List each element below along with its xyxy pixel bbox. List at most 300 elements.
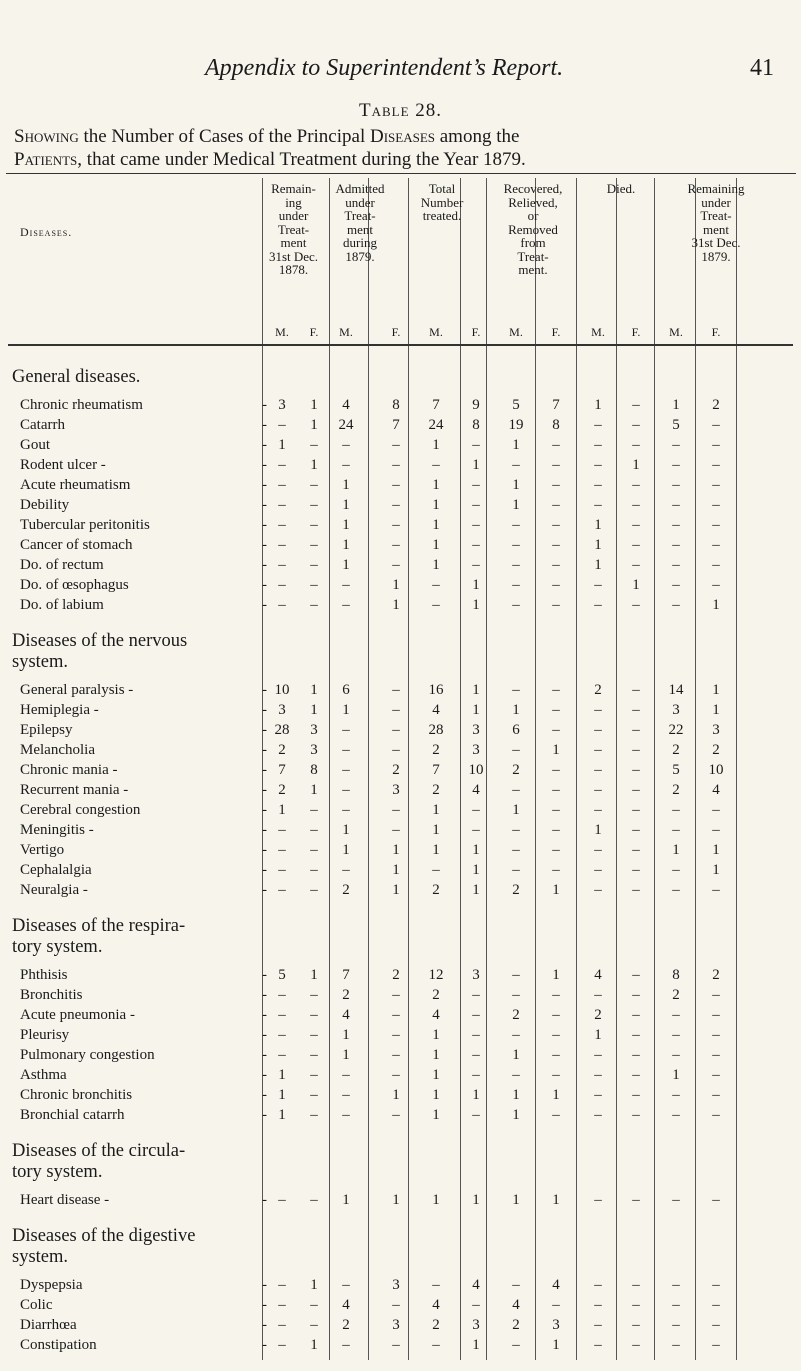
cell-value: – [552,782,560,798]
cell-value: – [342,1337,350,1353]
cell-value: 7 [278,762,286,778]
disease-name: Cancer of stomach [20,537,133,553]
cell-value: – [712,987,720,1003]
leader-dash: - [262,882,267,898]
cell-value: – [712,1317,720,1333]
cell-value: – [472,1047,480,1063]
cell-value: – [632,557,640,573]
cell-value: – [672,457,680,473]
cell-value: – [278,1007,286,1023]
cell-value: 2 [432,1317,440,1333]
cell-value: 1 [342,842,350,858]
cell-value: 5 [672,417,680,433]
cell-value: – [712,1087,720,1103]
cell-value: – [712,802,720,818]
cell-value: – [594,1067,602,1083]
leader-dash: - [262,762,267,778]
cell-value: – [392,1047,400,1063]
section-heading: Diseases of the circula- tory system. [12,1141,186,1182]
cell-value: 2 [672,987,680,1003]
table-row [0,1007,801,1027]
cell-value: – [278,417,286,433]
cell-value: – [632,742,640,758]
cell-value: – [278,557,286,573]
cell-value: – [632,882,640,898]
cell-value: 8 [392,397,400,413]
cell-value: 1 [310,417,318,433]
column-group-header: Recovered, Relieved, or Removed from Treat- ment. [503,181,563,277]
disease-name: Acute pneumonia - [20,1007,135,1023]
cell-value: 3 [278,397,286,413]
cell-value: – [672,1047,680,1063]
disease-name: Recurrent mania - [20,782,129,798]
caption-patients: Patients, [14,149,83,170]
cell-value: – [672,1277,680,1293]
disease-name: Acute rheumatism [20,477,131,493]
table-row [0,702,801,722]
table-row [0,537,801,557]
leader-dash: - [262,1337,267,1353]
cell-value: 2 [712,397,720,413]
cell-value: 2 [712,967,720,983]
cell-value: – [552,497,560,513]
cell-value: 1 [342,517,350,533]
cell-value: – [672,802,680,818]
cell-value: 1 [310,1277,318,1293]
cell-value: – [342,577,350,593]
cell-value: 1 [632,457,640,473]
cell-value: – [310,557,318,573]
cell-value: – [432,457,440,473]
cell-value: 1 [672,397,680,413]
table-row [0,417,801,437]
cell-value: 1 [278,1107,286,1123]
leader-dash: - [262,1192,267,1208]
cell-value: 1 [472,1087,480,1103]
cell-value: 3 [392,1317,400,1333]
cell-value: 1 [672,1067,680,1083]
cell-value: – [552,802,560,818]
disease-name: Epilepsy [20,722,73,738]
cell-value: – [632,1027,640,1043]
cell-value: – [472,477,480,493]
cell-value: – [392,1337,400,1353]
disease-name: Hemiplegia - [20,702,99,718]
cell-value: – [712,437,720,453]
cell-value: – [278,822,286,838]
cell-value: – [552,537,560,553]
cell-value: – [342,782,350,798]
caption-diseases: Diseases [369,126,435,147]
cell-value: – [512,682,520,698]
cell-value: 1 [594,397,602,413]
cell-value: – [278,1337,286,1353]
cell-value: – [594,742,602,758]
table-row [0,967,801,987]
section-heading: Diseases of the respira- tory system. [12,916,186,957]
cell-value: – [632,862,640,878]
cell-value: 1 [392,1087,400,1103]
cell-value: 1 [472,702,480,718]
cell-value: – [472,537,480,553]
table-row [0,477,801,497]
cell-value: 1 [342,702,350,718]
cell-value: – [632,967,640,983]
cell-value: – [632,682,640,698]
cell-value: – [512,1337,520,1353]
cell-value: 1 [472,842,480,858]
disease-name: Pleurisy [20,1027,70,1043]
cell-value: 2 [342,1317,350,1333]
cell-value: 1 [342,477,350,493]
cell-value: – [594,457,602,473]
leader-dash: - [262,822,267,838]
cell-value: – [552,702,560,718]
cell-value: 1 [432,1192,440,1208]
sex-subheader: M. [429,325,443,339]
table-row [0,782,801,802]
cell-value: 1 [310,397,318,413]
cell-value: – [472,987,480,1003]
cell-value: – [552,1027,560,1043]
cell-value: – [472,1067,480,1083]
cell-value: – [594,987,602,1003]
section-heading: Diseases of the digestive system. [12,1226,196,1267]
cell-value: – [512,517,520,533]
cell-value: – [552,682,560,698]
cell-value: – [512,597,520,613]
cell-value: 1 [472,597,480,613]
page-number: 41 [750,55,774,81]
cell-value: – [310,477,318,493]
disease-name: Chronic mania - [20,762,118,778]
cell-value: – [278,497,286,513]
cell-value: – [672,862,680,878]
sex-subheader: M. [275,325,289,339]
cell-value: – [712,1192,720,1208]
cell-value: – [392,537,400,553]
cell-value: 22 [668,722,684,738]
cell-value: – [392,517,400,533]
cell-value: – [672,517,680,533]
leader-dash: - [262,477,267,493]
cell-value: 1 [342,537,350,553]
cell-value: 2 [512,882,520,898]
cell-value: – [712,1107,720,1123]
cell-value: – [278,577,286,593]
leader-dash: - [262,842,267,858]
table-row [0,1107,801,1127]
cell-value: – [392,1027,400,1043]
cell-value: 6 [512,722,520,738]
cell-value: – [594,597,602,613]
cell-value: – [310,597,318,613]
cell-value: – [310,802,318,818]
cell-value: – [632,987,640,1003]
cell-value: 1 [278,802,286,818]
cell-value: 1 [432,1047,440,1063]
cell-value: – [432,862,440,878]
cell-value: 2 [392,967,400,983]
cell-value: 1 [512,1192,520,1208]
table-row [0,1192,801,1212]
cell-value: 10 [274,682,290,698]
cell-value: 1 [594,557,602,573]
cell-value: 1 [552,1192,560,1208]
cell-value: 1 [472,882,480,898]
disease-name: Cephalalgia [20,862,92,878]
leader-dash: - [262,597,267,613]
cell-value: – [278,1297,286,1313]
cell-value: 1 [552,1087,560,1103]
cell-value: – [472,1297,480,1313]
cell-value: 16 [428,682,444,698]
cell-value: 8 [472,417,480,433]
cell-value: – [632,1337,640,1353]
cell-value: – [392,1297,400,1313]
cell-value: – [632,802,640,818]
cell-value: 6 [342,682,350,698]
cell-value: – [672,1317,680,1333]
cell-value: – [392,497,400,513]
section-heading: General diseases. [12,367,141,387]
cell-value: 7 [432,762,440,778]
cell-value: 1 [552,1337,560,1353]
cell-value: 14 [668,682,684,698]
cell-value: – [432,1277,440,1293]
table-row [0,1027,801,1047]
cell-value: – [632,597,640,613]
cell-value: – [278,597,286,613]
table-top-rule [6,173,796,174]
cell-value: 1 [594,537,602,553]
cell-value: – [392,987,400,1003]
column-group-header: Total Number treated. [420,181,464,223]
table-row [0,802,801,822]
cell-value: – [594,1297,602,1313]
cell-value: 5 [278,967,286,983]
cell-value: – [712,477,720,493]
table-row [0,577,801,597]
cell-value: – [278,1192,286,1208]
disease-name: Do. of œsophagus [20,577,129,593]
table-row [0,1067,801,1087]
cell-value: 1 [310,782,318,798]
cell-value: 1 [392,862,400,878]
cell-value: 2 [712,742,720,758]
leader-dash: - [262,702,267,718]
cell-value: 3 [310,722,318,738]
cell-value: – [310,1007,318,1023]
table-row [0,597,801,617]
cell-value: 1 [278,437,286,453]
sex-subheader: F. [631,325,641,339]
cell-value: – [512,457,520,473]
cell-value: – [632,822,640,838]
leader-dash: - [262,1087,267,1103]
cell-value: 2 [392,762,400,778]
cell-value: 7 [392,417,400,433]
cell-value: – [392,1067,400,1083]
cell-value: – [632,1047,640,1063]
cell-value: – [632,1007,640,1023]
leader-dash: - [262,1107,267,1123]
cell-value: – [278,882,286,898]
leader-dash: - [262,1067,267,1083]
leader-dash: - [262,397,267,413]
table-row [0,842,801,862]
cell-value: 10 [468,762,484,778]
cell-value: – [594,1087,602,1103]
cell-value: – [594,1337,602,1353]
cell-value: – [712,882,720,898]
cell-value: – [512,557,520,573]
cell-value: – [632,1087,640,1103]
cell-value: 1 [472,1192,480,1208]
cell-value: – [632,437,640,453]
cell-value: – [712,1027,720,1043]
table-caption [14,125,794,171]
cell-value: – [672,1192,680,1208]
cell-value: – [552,842,560,858]
leader-dash: - [262,1297,267,1313]
cell-value: – [310,577,318,593]
cell-value: 1 [310,1337,318,1353]
cell-value: – [342,802,350,818]
leader-dash: - [262,802,267,818]
cell-value: 1 [432,1107,440,1123]
cell-value: – [278,537,286,553]
cell-value: – [632,537,640,553]
disease-name: Do. of rectum [20,557,104,573]
cell-value: – [342,762,350,778]
cell-value: – [632,842,640,858]
disease-name: Diarrhœa [20,1317,77,1333]
leader-dash: - [262,1277,267,1293]
table-row [0,1317,801,1337]
cell-value: – [512,842,520,858]
table-row [0,822,801,842]
cell-value: – [512,967,520,983]
cell-value: 3 [472,722,480,738]
cell-value: – [392,437,400,453]
cell-value: 1 [594,822,602,838]
cell-value: 2 [512,1317,520,1333]
cell-value: – [712,417,720,433]
cell-value: 2 [672,782,680,798]
table-row [0,557,801,577]
cell-value: – [552,517,560,533]
cell-value: – [712,1047,720,1063]
cell-value: 3 [472,967,480,983]
cell-value: 7 [432,397,440,413]
cell-value: – [472,437,480,453]
cell-value: 3 [712,722,720,738]
cell-value: 7 [342,967,350,983]
cell-value: – [672,537,680,553]
cell-value: – [342,742,350,758]
sex-subheader: F. [471,325,481,339]
disease-name: Heart disease - [20,1192,110,1208]
cell-value: – [594,722,602,738]
cell-value: – [552,557,560,573]
cell-value: – [512,862,520,878]
cell-value: – [278,477,286,493]
cell-value: 1 [432,517,440,533]
sex-subheader: F. [551,325,561,339]
leader-dash: - [262,987,267,1003]
cell-value: 1 [512,437,520,453]
cell-value: – [632,417,640,433]
cell-value: 2 [342,987,350,1003]
cell-value: 1 [432,537,440,553]
cell-value: – [552,1007,560,1023]
caption-text-2: among the [439,126,520,147]
cell-value: – [278,987,286,1003]
cell-value: – [432,597,440,613]
cell-value: 1 [712,842,720,858]
cell-value: 1 [512,477,520,493]
cell-value: – [632,1067,640,1083]
cell-value: – [392,557,400,573]
cell-value: – [310,537,318,553]
cell-value: – [712,1297,720,1313]
cell-value: 10 [708,762,724,778]
cell-value: – [472,802,480,818]
cell-value: 4 [512,1297,520,1313]
cell-value: – [310,1297,318,1313]
cell-value: – [552,762,560,778]
cell-value: – [632,702,640,718]
cell-value: 2 [512,1007,520,1023]
table-row [0,1277,801,1297]
cell-value: 1 [512,1047,520,1063]
cell-value: – [672,1297,680,1313]
table-row [0,457,801,477]
cell-value: 4 [432,702,440,718]
table-row [0,397,801,417]
cell-value: 1 [432,842,440,858]
cell-value: – [594,842,602,858]
cell-value: 1 [594,1027,602,1043]
cell-value: 1 [342,557,350,573]
leader-dash: - [262,577,267,593]
disease-name: Chronic rheumatism [20,397,143,413]
cell-value: 1 [632,577,640,593]
cell-value: – [342,437,350,453]
leader-dash: - [262,457,267,473]
table-row [0,682,801,702]
running-header [0,55,801,85]
cell-value: – [672,1087,680,1103]
disease-name: Tubercular peritonitis [20,517,150,533]
leader-dash: - [262,742,267,758]
cell-value: 9 [472,397,480,413]
cell-value: – [632,1107,640,1123]
cell-value: – [672,882,680,898]
cell-value: – [552,1047,560,1063]
cell-value: 2 [432,882,440,898]
cell-value: 1 [432,1027,440,1043]
disease-name: Vertigo [20,842,65,858]
cell-value: – [672,497,680,513]
cell-value: – [512,1027,520,1043]
cell-value: – [672,557,680,573]
cell-value: – [342,1087,350,1103]
cell-value: – [278,862,286,878]
cell-value: 1 [310,702,318,718]
leader-dash: - [262,517,267,533]
